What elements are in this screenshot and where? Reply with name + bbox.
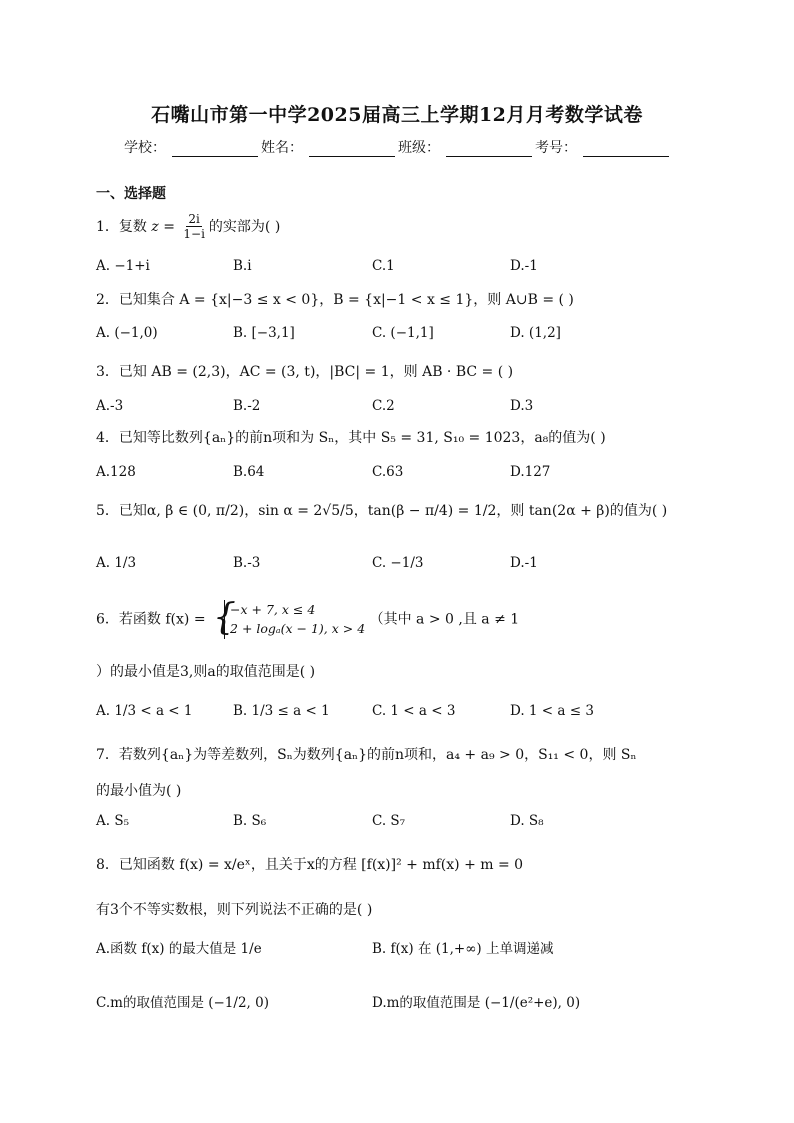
question-number: 4． [96, 430, 119, 446]
option-b[interactable]: B. S₆ [233, 813, 267, 829]
question-number: 8． [96, 857, 119, 873]
question-number: 2． [96, 292, 119, 308]
question-4 [96, 427, 606, 447]
question-number: 6． [96, 611, 119, 628]
option-c[interactable]: C. (−1,1] [372, 325, 434, 341]
question-8 [96, 854, 523, 874]
option-c[interactable]: C. −1/3 [372, 555, 424, 571]
option-c[interactable]: C.2 [372, 398, 395, 414]
option-d[interactable]: D.127 [510, 464, 551, 480]
name-blank[interactable] [309, 155, 395, 157]
option-d[interactable]: D.-1 [510, 258, 538, 274]
page-title: 石嘴山市第一中学2025届高三上学期12月月考数学试卷 [151, 104, 643, 126]
question-number: 7． [96, 747, 119, 763]
question-3 [96, 361, 513, 381]
option-d[interactable]: D.-1 [510, 555, 538, 571]
name-label: 姓名： [261, 140, 303, 156]
question-text: 复数 [118, 218, 147, 235]
question-7-continuation: 的最小值为( ) [96, 783, 182, 799]
number-blank[interactable] [583, 155, 669, 157]
class-label: 班级： [398, 140, 440, 156]
question-text: 已知等比数列{aₙ}的前n项和为 Sₙ，其中 S₅ = 31, S₁₀ = 1023，a₈的值为( ) [118, 430, 606, 446]
option-b[interactable]: B. f(x) 在 (1,+∞) 上单调递减 [372, 941, 554, 957]
question-number: 1． [96, 218, 119, 235]
school-label: 学校： [124, 140, 166, 156]
question-6-continuation: ）的最小值是3,则a的取值范围是( ) [96, 664, 316, 680]
option-a[interactable]: A.函数 f(x) 的最大值是 1/e [96, 941, 262, 957]
option-d[interactable]: D.m的取值范围是 (−1/(e²+e), 0) [372, 995, 581, 1011]
option-b[interactable]: B.i [233, 258, 252, 274]
question-2 [96, 289, 574, 309]
option-a[interactable]: A.-3 [96, 398, 124, 414]
question-6 [96, 600, 519, 639]
option-a[interactable]: A. 1/3 [96, 555, 137, 571]
question-number: 3． [96, 364, 119, 380]
option-c[interactable]: C.m的取值范围是 (−1/2, 0) [96, 995, 269, 1011]
question-text: 已知函数 f(x) = x/eˣ，且关于x的方程 [f(x)]² + mf(x) + m = 0 [118, 857, 524, 873]
option-c[interactable]: C.1 [372, 258, 395, 274]
question-text: 已知集合 A = {x|−3 ≤ x < 0}，B = {x|−1 < x ≤ 1}，则 A∪B = ( ) [118, 292, 574, 308]
section-heading: 一、选择题 [96, 186, 166, 202]
question-text: 的实部为( ) [208, 218, 281, 235]
student-info-line [124, 137, 672, 157]
school-blank[interactable] [172, 155, 258, 157]
option-c[interactable]: C.63 [372, 464, 404, 480]
option-b[interactable]: B. [−3,1] [233, 325, 295, 341]
number-label: 考号： [535, 140, 577, 156]
option-a[interactable]: A. 1/3 < a < 1 [96, 703, 193, 719]
option-c[interactable]: C. S₇ [372, 813, 406, 829]
question-8-continuation: 有3个不等实数根，则下列说法不正确的是( ) [96, 902, 373, 918]
option-a[interactable]: A. (−1,0) [96, 325, 158, 341]
class-blank[interactable] [446, 155, 532, 157]
option-b[interactable]: B.64 [233, 464, 265, 480]
option-b[interactable]: B. 1/3 ≤ a < 1 [233, 703, 330, 719]
piecewise-function: { −x + 7, x ≤ 4 2 + logₐ(x − 1), x > 4 [224, 600, 365, 639]
option-a[interactable]: A.128 [96, 464, 136, 480]
question-text: 已知α, β ∈ (0, π/2)，sin α = 2√5/5，tan(β − π/4) = 1/2，则 tan(2α + β)的值为( ) [118, 503, 668, 519]
option-d[interactable]: D. S₈ [510, 813, 544, 829]
option-c[interactable]: C. 1 < a < 3 [372, 703, 456, 719]
question-1 [96, 212, 280, 242]
question-text: 若数列{aₙ}为等差数列，Sₙ为数列{aₙ}的前n项和，a₄ + a₉ > 0，S₁₁ < 0，则 Sₙ [118, 747, 637, 763]
option-a[interactable]: A. S₅ [96, 813, 129, 829]
question-text: 已知 AB = (2,3)，AC = (3, t)，|BC| = 1，则 AB · BC = ( ) [118, 364, 514, 380]
question-number: 5． [96, 503, 119, 519]
option-b[interactable]: B.-2 [233, 398, 261, 414]
option-d[interactable]: D. 1 < a ≤ 3 [510, 703, 594, 719]
question-text: 若函数 f(x) = [118, 611, 206, 628]
question-7 [96, 744, 637, 764]
question-text: （其中 a > 0 ,且 a ≠ 1 [369, 611, 520, 628]
equation: z = [151, 218, 180, 235]
option-d[interactable]: D.3 [510, 398, 534, 414]
option-d[interactable]: D. (1,2] [510, 325, 561, 341]
question-5 [96, 500, 667, 520]
option-b[interactable]: B.-3 [233, 555, 261, 571]
fraction: $\frac{2i}{1-i}$ [183, 212, 205, 242]
option-a[interactable]: A. −1+i [96, 258, 150, 274]
